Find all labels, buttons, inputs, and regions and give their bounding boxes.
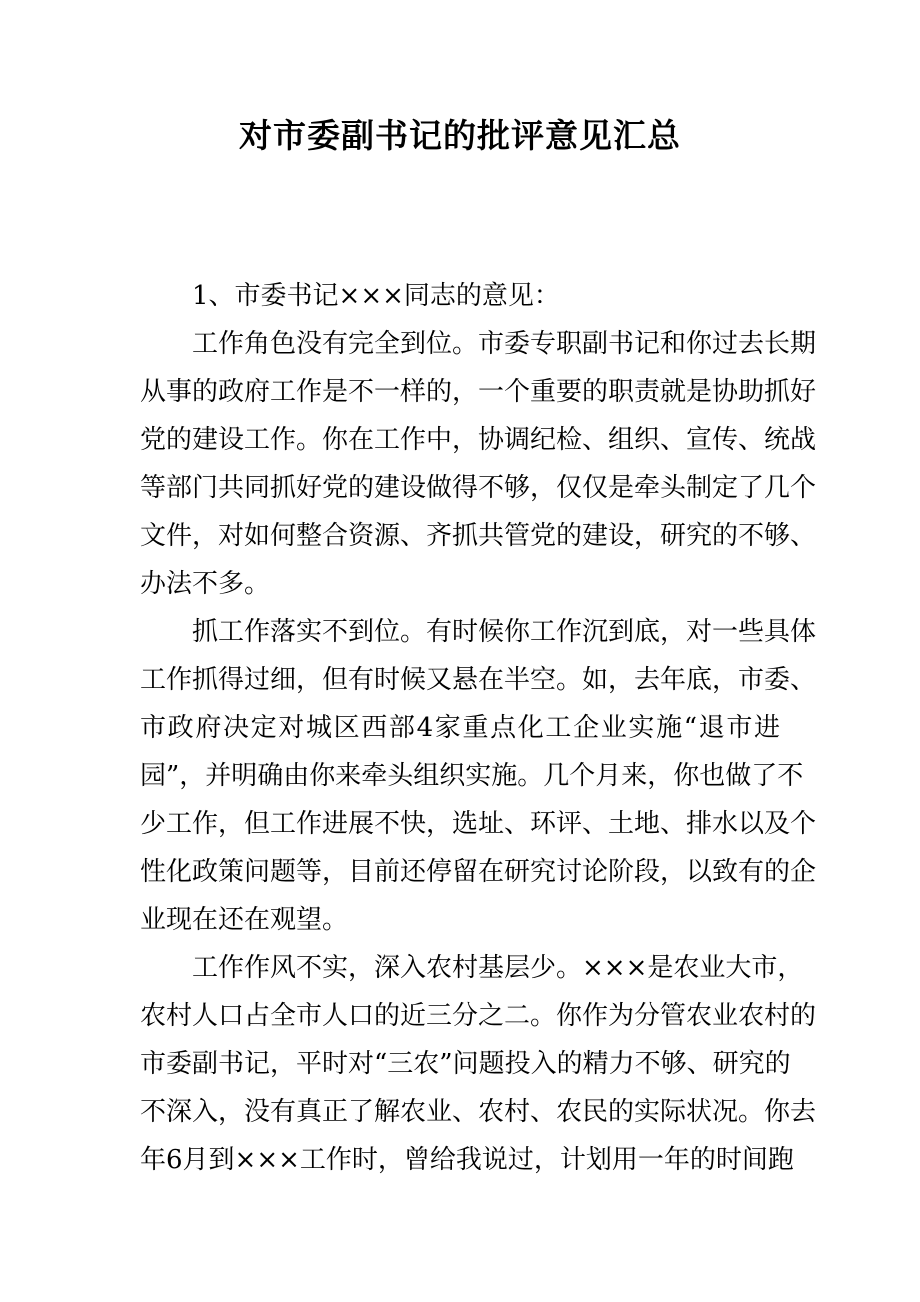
paragraph-3-line: 农村人口占全市人口的近三分之二。你作为分管农业农村的 [140, 1001, 817, 1031]
paragraph-3-line: 不深入，没有真正了解农业、农村、农民的实际状况。你去 [140, 1097, 817, 1127]
paragraph-2-line: 工作抓得过细，但有时候又悬在半空。如，去年底，市委、 [140, 665, 817, 695]
paragraph-2-line: 业现在还在观望。 [140, 905, 349, 935]
paragraph-1-line: 办法不多。 [140, 569, 271, 599]
paragraph-3-line: 市委副书记，平时对“三农”问题投入的精力不够、研究的 [140, 1049, 791, 1079]
section-heading: 1、市委书记×××同志的意见： [192, 281, 560, 311]
document-body [140, 272, 817, 1184]
paragraph-1-line: 等部门共同抓好党的建设做得不够，仅仅是牵头制定了几个 [140, 473, 817, 503]
paragraph-1-line: 文件，对如何整合资源、齐抓共管党的建设，研究的不够、 [140, 521, 817, 551]
paragraph-2-line: 市政府决定对城区西部4家重点化工企业实施“退市进 [140, 713, 780, 743]
paragraph-2-line: 少工作，但工作进展不快，选址、环评、土地、排水以及个 [140, 809, 817, 839]
paragraph-1-line: 党的建设工作。你在工作中，协调纪检、组织、宣传、统战 [140, 425, 817, 455]
paragraph-2-line: 性化政策问题等，目前还停留在研究讨论阶段，以致有的企 [140, 857, 817, 887]
paragraph-1-line: 从事的政府工作是不一样的，一个重要的职责就是协助抓好 [140, 377, 817, 407]
paragraph-1-line: 工作角色没有完全到位。市委专职副书记和你过去长期 [192, 329, 817, 359]
document-title: 对市委副书记的批评意见汇总 [239, 116, 681, 155]
paragraph-3-line: 工作作风不实，深入农村基层少。×××是农业大市， [192, 953, 804, 983]
paragraph-2-line: 抓工作落实不到位。有时候你工作沉到底，对一些具体 [192, 617, 817, 647]
paragraph-3-line: 年6月到×××工作时，曾给我说过，计划用一年的时间跑 [140, 1145, 794, 1175]
paragraph-2-line: 园”，并明确由你来牵头组织实施。几个月来，你也做了不 [140, 761, 804, 791]
